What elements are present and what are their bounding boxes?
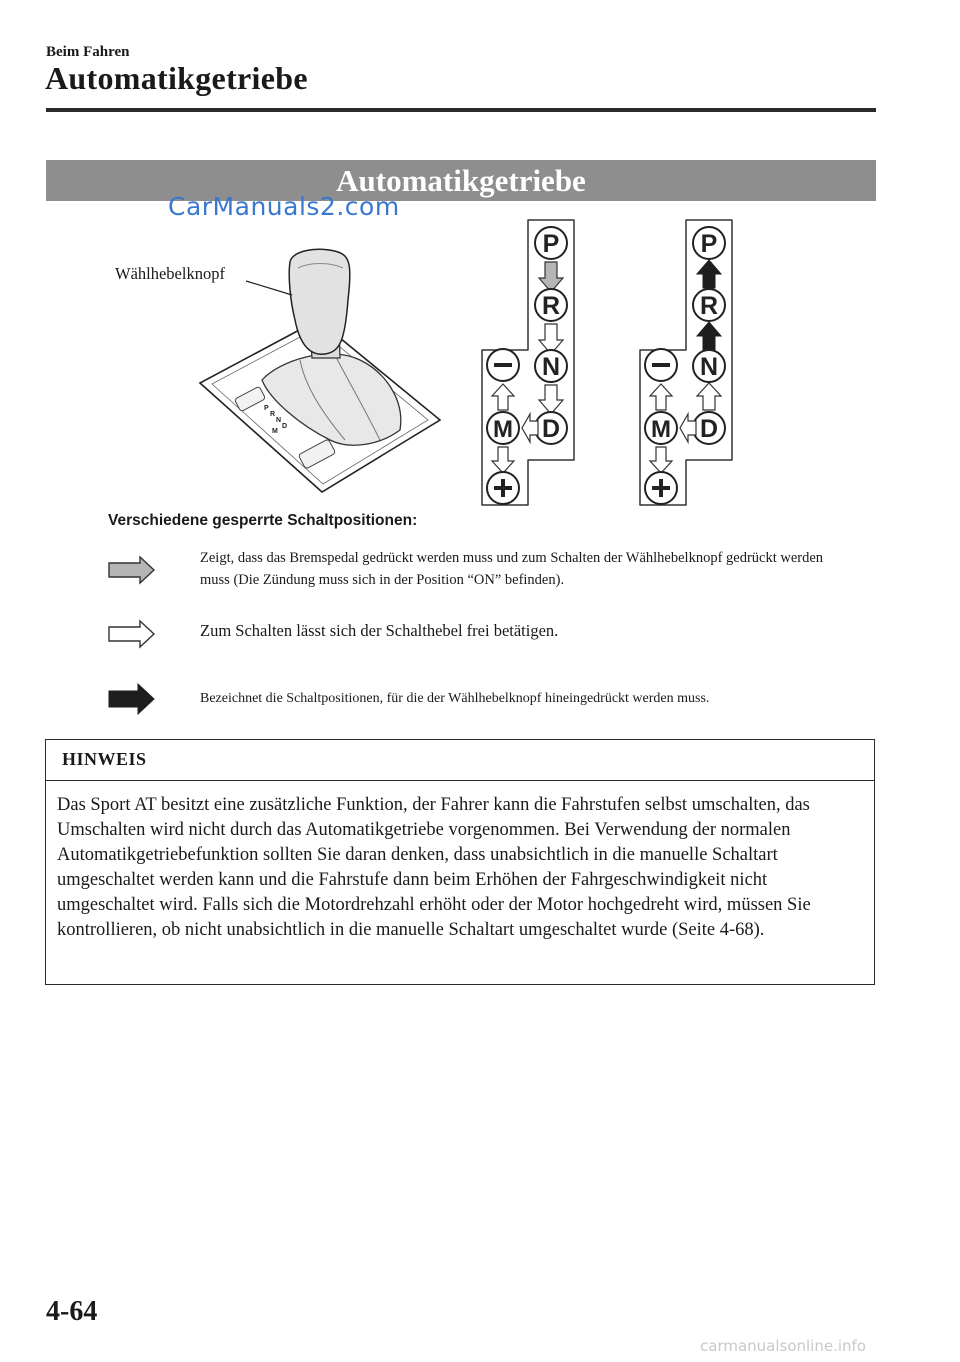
gate2-p-label: P — [700, 230, 718, 258]
gate-r-label: R — [541, 292, 561, 320]
legend-text-outline: Zum Schalten lässt sich der Schalthebel frei betätigen. — [200, 621, 559, 640]
console-letter-m: M — [272, 428, 278, 435]
legend-text-gray: Zeigt, dass das Bremspedal gedrückt werden muss und zum Schalten der Wählhebelknopf gedrückt werden muss (Die Zündung muss sich in der Position “ON” befinden). — [200, 550, 824, 588]
note-body: Das Sport AT besitzt eine zusätzliche Funktion, der Fahrer kann die Fahrstufen selbst umschalten, das Umschalten wird nicht durch das Automatikgetriebe vorgenommen. Bei Verwendung der normalen Automatikgetriebefunktion sollten Sie daran denken, dass unabsichtlich in die manuelle Schaltart umgeschaltet werden kann und die Fahrstufe dann beim Erhöhen der Fahrgeschwindigkeit nicht umgeschaltet wird. Falls sich die Motordrehzahl erhöht oder der Motor hochgedreht wird, müssen Sie kontrollieren, ob nicht unabsichtlich in die manuelle Schaltart umgeschaltet wurde (Seite 4-68). — [57, 795, 811, 940]
black-arrow-icon — [109, 684, 154, 714]
gate-caption: Verschiedene gesperrte Schaltpositionen: — [108, 512, 418, 529]
gate-p-label: P — [542, 230, 560, 258]
legend-arrow-black — [108, 683, 158, 717]
gate2-d-label: D — [699, 415, 719, 443]
page-number: 4-64 — [46, 1296, 98, 1327]
console-letter-n: N — [276, 417, 282, 424]
watermark-bottom: carmanualsonline.info — [700, 1337, 866, 1355]
watermark-top: CarManuals2.com — [168, 192, 400, 221]
page-title: Automatikgetriebe — [45, 60, 308, 96]
note-title: HINWEIS — [62, 749, 147, 769]
section-label: Beim Fahren — [46, 44, 130, 60]
section-banner: Automatikgetriebe — [46, 160, 876, 201]
gate-n-label: N — [541, 353, 561, 381]
gate2-m-label: M — [651, 416, 671, 443]
console-letter-r: R — [270, 411, 276, 418]
outline-arrow-icon — [109, 621, 154, 647]
knob-label: Wählhebelknopf — [115, 264, 225, 283]
gate2-r-label: R — [699, 292, 719, 320]
legend-text-black: Bezeichnet die Schaltpositionen, für die der Wählhebelknopf hineingedrückt werden muss. — [200, 691, 710, 706]
shift-gate-diagram-2 — [0, 0, 960, 520]
note-box — [45, 739, 875, 985]
legend-arrow-gray — [108, 556, 158, 586]
gate-d-label: D — [541, 415, 561, 443]
console-letter-d: D — [282, 423, 288, 430]
gate2-n-label: N — [699, 353, 719, 381]
legend-arrow-outline — [108, 620, 158, 650]
note-header — [46, 740, 874, 781]
gray-arrow-icon — [109, 557, 154, 583]
gate-m-label: M — [493, 416, 513, 443]
console-letter-p: P — [264, 405, 269, 412]
